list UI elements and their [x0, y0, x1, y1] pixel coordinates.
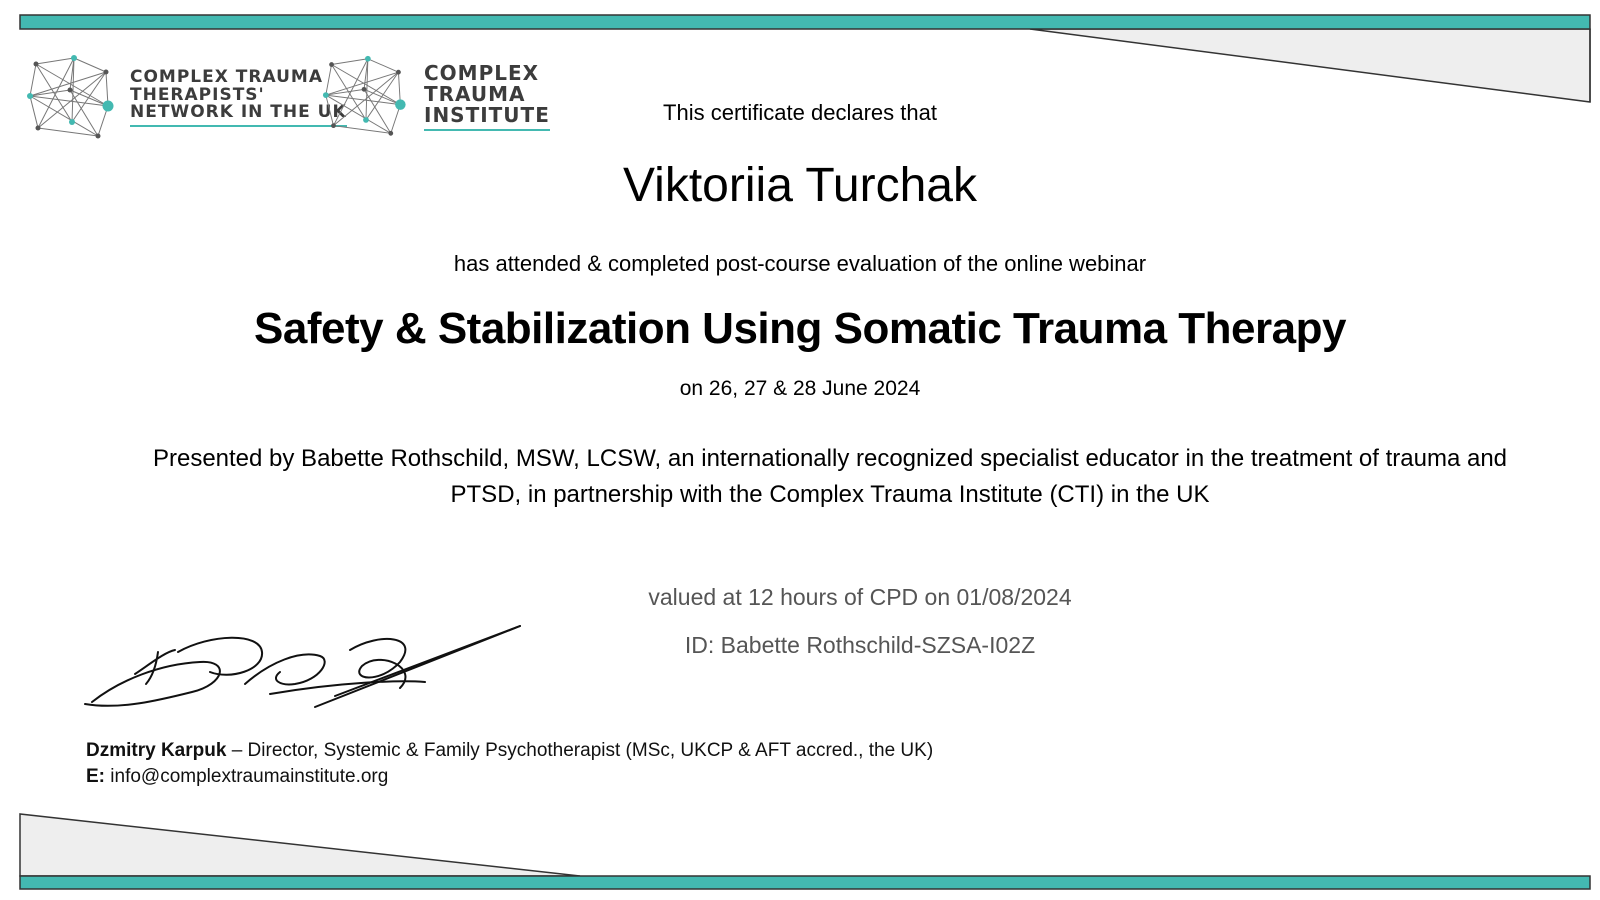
ctn-logo-line-2: THERAPISTS' [130, 84, 265, 105]
cti-logo-line-2: TRAUMA [424, 82, 526, 106]
ctn-logo-line-3: NETWORK IN THE UK [130, 102, 347, 123]
bottom-left-grey-panel [20, 814, 580, 876]
cti-logo [322, 54, 550, 140]
ctn-logo [26, 54, 347, 142]
email-address[interactable]: info@complextraumainstitute.org [105, 766, 389, 787]
declaration-text: This certificate declares that [663, 100, 937, 125]
recipient-name: Viktoriia Turchak [623, 159, 977, 212]
attendance-statement: has attended & completed post-course evaluation of the online webinar [453, 251, 1147, 276]
cti-logo-line-3: INSTITUTE [424, 103, 550, 127]
handwritten-signature [80, 622, 540, 717]
presenter-statement: Presented by Babette Rothschild, MSW, LCSW, an internationally recognized specialist educator in the treatment of trauma and PTSD, in partnership with the Complex Trauma Institute (CTI) in the UK [152, 445, 1508, 508]
network-graph-icon [26, 54, 116, 142]
signatory-name: Dzmitry Karpuk [86, 740, 227, 761]
cti-logo-line-1: COMPLEX [424, 61, 540, 85]
top-right-grey-panel [1030, 29, 1590, 102]
network-graph-icon [322, 54, 408, 140]
top-teal-band [20, 15, 1590, 29]
email-line [86, 766, 388, 788]
signatory-title: – Director, Systemic & Family Psychotherapist (MSc, UKCP & AFT accred., the UK) [226, 740, 934, 761]
course-title: Safety & Stabilization Using Somatic Trauma Therapy [254, 304, 1346, 353]
signatory-line [86, 740, 933, 762]
certificate-id: ID: Babette Rothschild-SZSA-I02Z [684, 632, 1036, 658]
email-label: E: [86, 766, 105, 787]
course-dates: on 26, 27 & 28 June 2024 [679, 377, 921, 400]
cpd-statement: valued at 12 hours of CPD on 01/08/2024 [648, 584, 1072, 610]
ctn-logo-line-1: COMPLEX TRAUMA [130, 66, 323, 87]
bottom-teal-band [20, 876, 1590, 889]
